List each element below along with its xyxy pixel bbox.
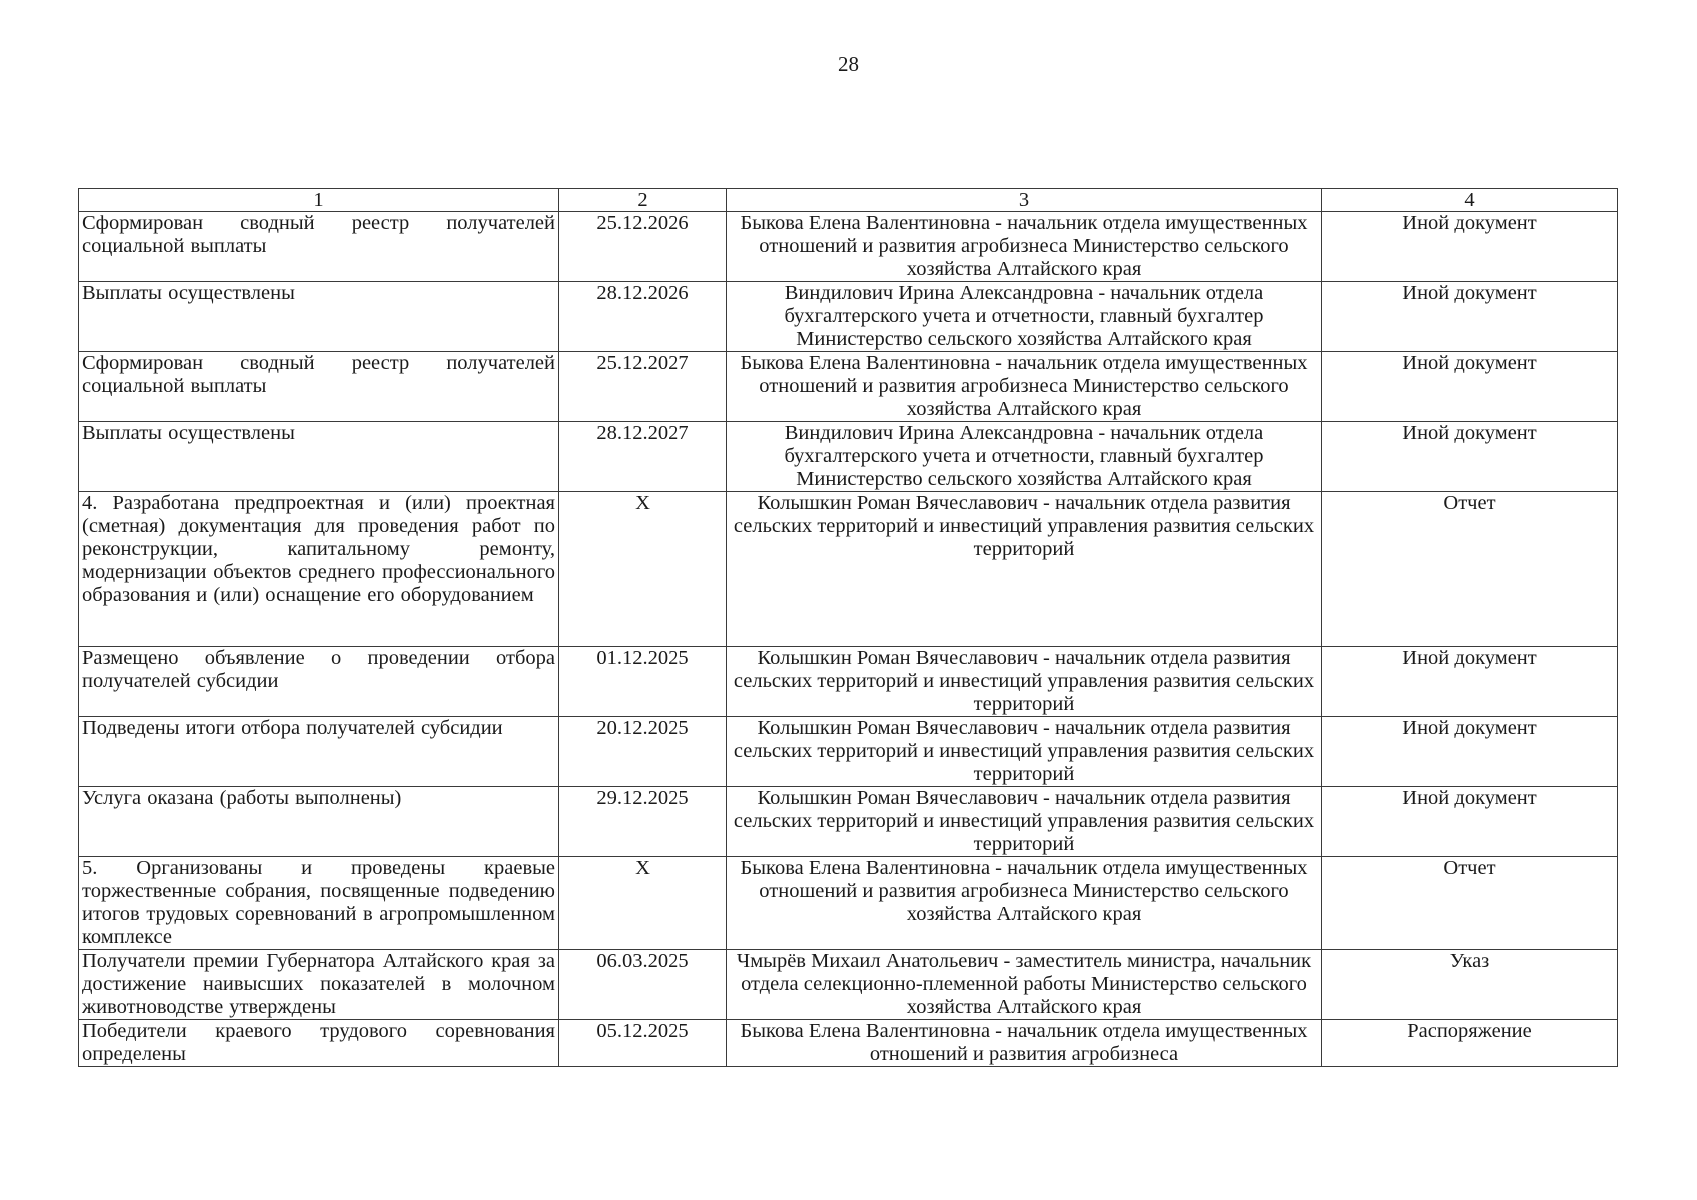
responsible-cell: Быкова Елена Валентиновна - начальник отдела имущественных отношений и развития агробизнеса Министерство сельского хозяйства Алтайского края [727, 212, 1322, 282]
date-cell: 25.12.2027 [559, 352, 727, 422]
event-cell: Получатели премии Губернатора Алтайского края за достижение наивысших показателей в молочном животноводстве утверждены [79, 950, 559, 1020]
event-cell: Выплаты осуществлены [79, 282, 559, 352]
date-cell: 05.12.2025 [559, 1020, 727, 1067]
column-header-3: 3 [727, 189, 1322, 212]
event-cell: Услуга оказана (работы выполнены) [79, 787, 559, 857]
column-header-1: 1 [79, 189, 559, 212]
date-cell: 06.03.2025 [559, 950, 727, 1020]
responsible-cell: Колышкин Роман Вячеславович - начальник отдела развития сельских территорий и инвестиций управления развития сельских территорий [727, 717, 1322, 787]
date-cell: 29.12.2025 [559, 787, 727, 857]
table-row [79, 857, 1618, 950]
responsible-cell: Колышкин Роман Вячеславович - начальник отдела развития сельских территорий и инвестиций управления развития сельских территорий [727, 787, 1322, 857]
event-cell: Сформирован сводный реестр получателей социальной выплаты [79, 212, 559, 282]
table-row [79, 787, 1618, 857]
document-type-cell: Распоряжение [1322, 1020, 1618, 1067]
event-cell: 4. Разработана предпроектная и (или) проектная (сметная) документация для проведения работ по реконструкции, капитальному ремонту, модернизации объектов среднего профессионального образования и (или) оснащение его оборудованием [79, 492, 559, 647]
table-row [79, 717, 1618, 787]
date-cell: X [559, 492, 727, 647]
document-type-cell: Отчет [1322, 857, 1618, 950]
document-type-cell: Отчет [1322, 492, 1618, 647]
responsible-cell: Чмырёв Михаил Анатольевич - заместитель министра, начальник отдела селекционно-племенной работы Министерство сельского хозяйства Алтайского края [727, 950, 1322, 1020]
document-type-cell: Иной документ [1322, 717, 1618, 787]
event-cell: Размещено объявление о проведении отбора получателей субсидии [79, 647, 559, 717]
event-cell: Подведены итоги отбора получателей субсидии [79, 717, 559, 787]
responsible-cell: Колышкин Роман Вячеславович - начальник отдела развития сельских территорий и инвестиций управления развития сельских территорий [727, 492, 1322, 647]
document-type-cell: Иной документ [1322, 282, 1618, 352]
table-row [79, 950, 1618, 1020]
event-cell: Выплаты осуществлены [79, 422, 559, 492]
column-header-2: 2 [559, 189, 727, 212]
page-number: 28 [838, 52, 859, 76]
responsible-cell: Быкова Елена Валентиновна - начальник отдела имущественных отношений и развития агробизнеса Министерство сельского хозяйства Алтайского края [727, 857, 1322, 950]
document-type-cell: Указ [1322, 950, 1618, 1020]
table-row [79, 212, 1618, 282]
document-type-cell: Иной документ [1322, 352, 1618, 422]
date-cell: 28.12.2027 [559, 422, 727, 492]
event-cell: 5. Организованы и проведены краевые торжественные собрания, посвященные подведению итогов трудовых соревнований в агропромышленном комплексе [79, 857, 559, 950]
table-row [79, 492, 1618, 647]
date-cell: X [559, 857, 727, 950]
date-cell: 28.12.2026 [559, 282, 727, 352]
table-row [79, 352, 1618, 422]
date-cell: 25.12.2026 [559, 212, 727, 282]
date-cell: 01.12.2025 [559, 647, 727, 717]
responsible-cell: Быкова Елена Валентиновна - начальник отдела имущественных отношений и развития агробизнеса [727, 1020, 1322, 1067]
document-type-cell: Иной документ [1322, 422, 1618, 492]
responsible-cell: Быкова Елена Валентиновна - начальник отдела имущественных отношений и развития агробизнеса Министерство сельского хозяйства Алтайского края [727, 352, 1322, 422]
event-cell: Победители краевого трудового соревнования определены [79, 1020, 559, 1067]
table-row [79, 422, 1618, 492]
event-cell: Сформирован сводный реестр получателей социальной выплаты [79, 352, 559, 422]
responsible-cell: Колышкин Роман Вячеславович - начальник отдела развития сельских территорий и инвестиций управления развития сельских территорий [727, 647, 1322, 717]
table-row [79, 282, 1618, 352]
date-cell: 20.12.2025 [559, 717, 727, 787]
table-header-row [79, 189, 1618, 212]
table-row [79, 647, 1618, 717]
document-type-cell: Иной документ [1322, 787, 1618, 857]
table-row [79, 1020, 1618, 1067]
document-type-cell: Иной документ [1322, 647, 1618, 717]
responsible-cell: Виндилович Ирина Александровна - начальник отдела бухгалтерского учета и отчетности, главный бухгалтер Министерство сельского хозяйства Алтайского края [727, 282, 1322, 352]
column-header-4: 4 [1322, 189, 1618, 212]
document-type-cell: Иной документ [1322, 212, 1618, 282]
responsible-cell: Виндилович Ирина Александровна - начальник отдела бухгалтерского учета и отчетности, главный бухгалтер Министерство сельского хозяйства Алтайского края [727, 422, 1322, 492]
plan-table [78, 188, 1618, 1067]
